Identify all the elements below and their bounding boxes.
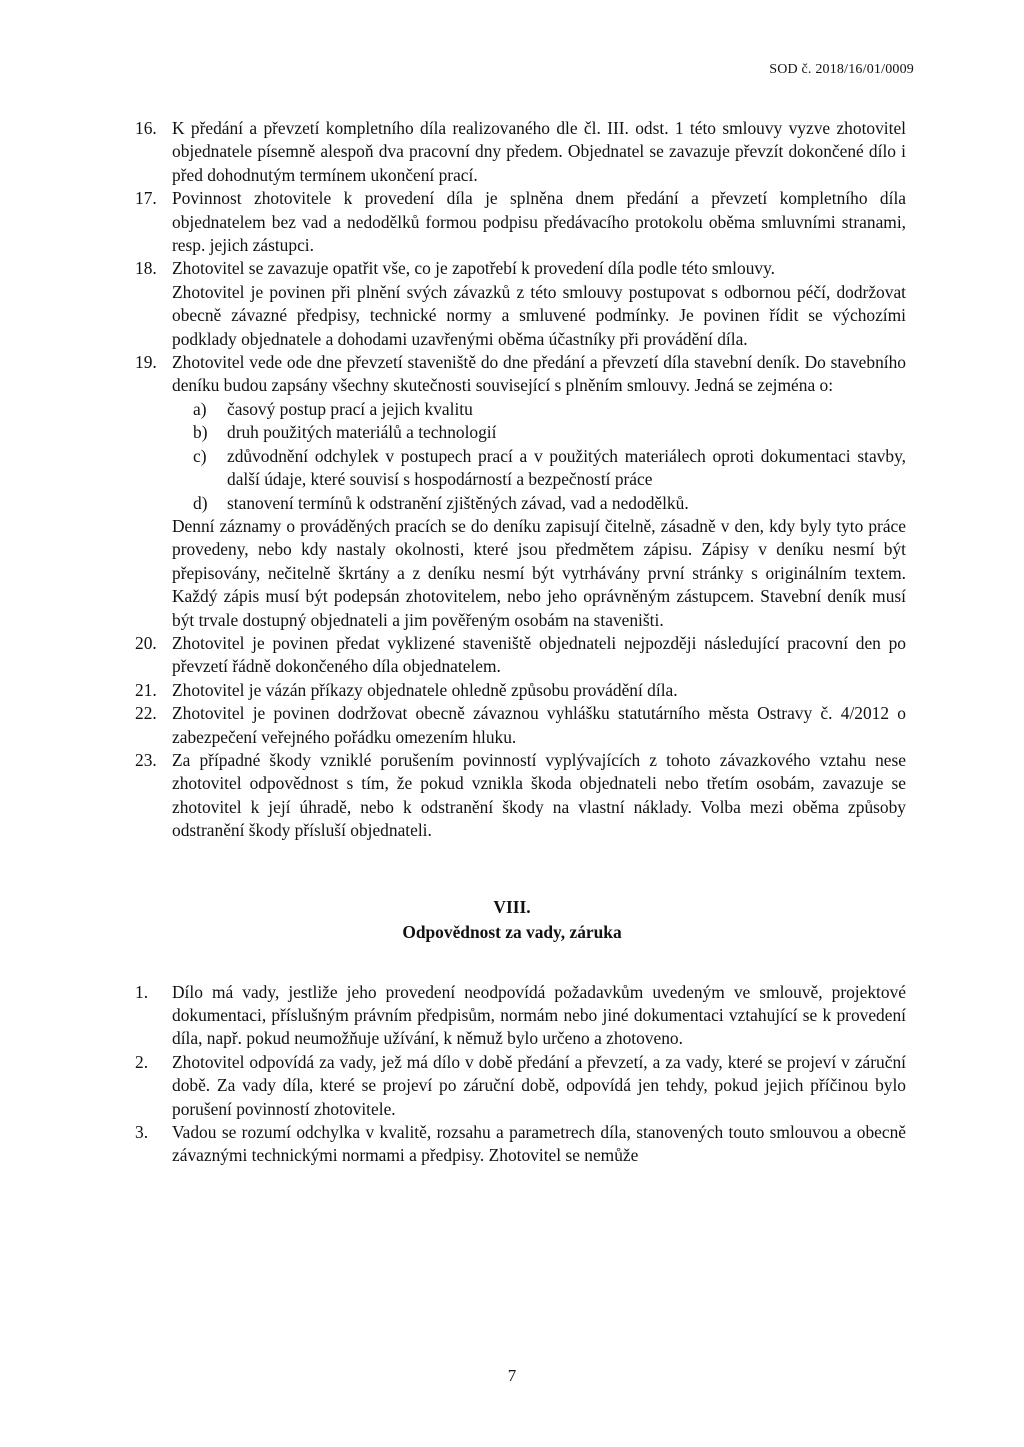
list-item [0, 117, 1024, 187]
list-item [0, 702, 1024, 749]
list-item [0, 981, 1024, 1051]
list-item [0, 749, 1024, 843]
sublist-text: časový postup prací a jejich kvalitu [227, 398, 473, 419]
item-number: 19. [135, 352, 157, 373]
item-text: Zhotovitel odpovídá za vady, jež má dílo v době předání a převzetí, a za vady, které se projeví v záruční době. Za vady díla, které se projeví po záruční době, odpovídá jen tehdy, pokud jejich příčinou bylo porušení povinností zhotovitele. [172, 1051, 906, 1119]
item-number: 1. [135, 981, 149, 1002]
sublist-letter: c) [193, 445, 207, 466]
sublist-item [0, 445, 1024, 492]
item-number: 16. [135, 118, 157, 138]
sublist-letter: d) [193, 492, 208, 513]
item-number: 23. [135, 749, 157, 770]
item-text: Zhotovitel se zavazuje opatřit vše, co je zapotřebí k provedení díla podle této smlouvy. [172, 258, 776, 279]
sublist-letter: a) [193, 398, 207, 419]
item-text: Povinnost zhotovitele k provedení díla je splněna dnem předání a převzetí kompletního díla objednatelem bez vad a nedodělků formou podpisu předávacího protokolu oběma smluvními stranami, resp. jejich zástupci. [172, 188, 906, 256]
item-number: 22. [135, 703, 157, 724]
list-item [0, 1121, 1024, 1168]
section-number: VIII. [493, 896, 531, 917]
item-text: Zhotovitel vede ode dne převzetí staveniště do dne předání a převzetí díla stavební deník. Do stavebního deníku budou zapsány všechny skutečnosti související s plněním smlouvy. Jedná se zejména o: [172, 352, 906, 396]
sublist-letter: b) [193, 422, 208, 443]
sublist-item [0, 421, 1024, 444]
list-item [0, 1051, 1024, 1121]
document-body [0, 117, 1024, 1168]
item-19-continuation [0, 515, 1024, 632]
sublist-text: druh použitých materiálů a technologií [227, 422, 497, 443]
document-reference: SOD č. 2018/16/01/0009 [769, 62, 914, 77]
sublist-item [0, 398, 1024, 421]
list-item [0, 632, 1024, 679]
list-item [0, 257, 1024, 351]
sublist-item [0, 492, 1024, 515]
section-title: Odpovědnost za vady, záruka [402, 921, 622, 942]
list-item [0, 351, 1024, 398]
item-text: K předání a převzetí kompletního díla realizovaného dle čl. III. odst. 1 této smlouvy vyzve zhotovitel objednatele písemně alespoň dva pracovní dny předem. Objednatel se zavazuje převzít dokončené dílo i před dohodnutým termínem ukončení prací. [172, 118, 906, 185]
item-text: Denní záznamy o prováděných pracích se do deníku zapisují čitelně, zásadně v den, kdy byly tyto práce provedeny, nebo kdy nastaly okolnosti, které jsou předmětem zápisu. Zápisy v deníku nesmí být přepisovány, nečitelně škrtány a z deníku nesmí být vytrhávány první stránky s originálním textem. Každý zápis musí být podepsán zhotovitelem, nebo jeho oprávněným zástupcem. Stavební deník musí být trvale dostupný objednateli a jim pověřeným osobám na staveništi. [172, 515, 906, 630]
item-text: Za případné škody vzniklé porušením povinností vyplývajících z tohoto závazkového vztahu nese zhotovitel odpovědnost s tím, že pokud vznikla škoda objednateli nebo třetím osobám, zavazuje se zhotovitel k její úhradě, nebo k odstranění škody na vlastní náklady. Volba mezi oběma způsoby odstranění škody přísluší objednateli. [172, 749, 906, 841]
sublist-text: zdůvodnění odchylek v postupech prací a v použitých materiálech oproti dokumentaci stavby, další údaje, které souvisí s hospodárností a bezpečností práce [227, 445, 906, 490]
item-number: 18. [135, 258, 157, 279]
item-text: Vadou se rozumí odchylka v kvalitě, rozsahu a parametrech díla, stanovených touto smlouvou a obecně závaznými technickými normami a předpisy. Zhotovitel se nemůže [172, 1122, 906, 1166]
page-number: 7 [507, 1366, 517, 1385]
item-text: Zhotovitel je povinen dodržovat obecně závaznou vyhlášku statutárního města Ostravy č. 4/2012 o zabezpečení veřejného pořádku omezením hluku. [172, 703, 906, 747]
item-number: 21. [135, 679, 157, 700]
item-number: 20. [135, 632, 157, 653]
item-number: 17. [135, 188, 157, 209]
item-text: Zhotovitel je vázán příkazy objednatele ohledně způsobu provádění díla. [172, 679, 678, 700]
item-text: Dílo má vady, jestliže jeho provedení neodpovídá požadavkům uvedeným ve smlouvě, projektové dokumentaci, příslušným právním předpisům, normám nebo jiné dokumentaci vztahující se k provedení díla, např. pokud neumožňuje užívání, k němuž bylo určeno a zhotoveno. [172, 981, 906, 1049]
item-text: Zhotovitel je povinen při plnění svých závazků z této smlouvy postupovat s odbornou péčí, dodržovat obecně závazné předpisy, technické normy a smluvené podmínky. Je povinen řídit se výchozími podklady objednatele a dohodami uzavřenými oběma účastníky při provádění díla. [172, 281, 906, 349]
sublist-text: stanovení termínů k odstranění zjištěných závad, vad a nedodělků. [227, 492, 689, 513]
item-number: 3. [135, 1122, 149, 1143]
list-item [0, 679, 1024, 702]
item-number: 2. [135, 1051, 149, 1072]
section-heading [0, 895, 1024, 945]
item-text: Zhotovitel je povinen předat vyklizené staveniště objednateli nejpozději následující pracovní den po převzetí řádně dokončeného díla objednatelem. [172, 632, 906, 677]
list-item [0, 187, 1024, 257]
